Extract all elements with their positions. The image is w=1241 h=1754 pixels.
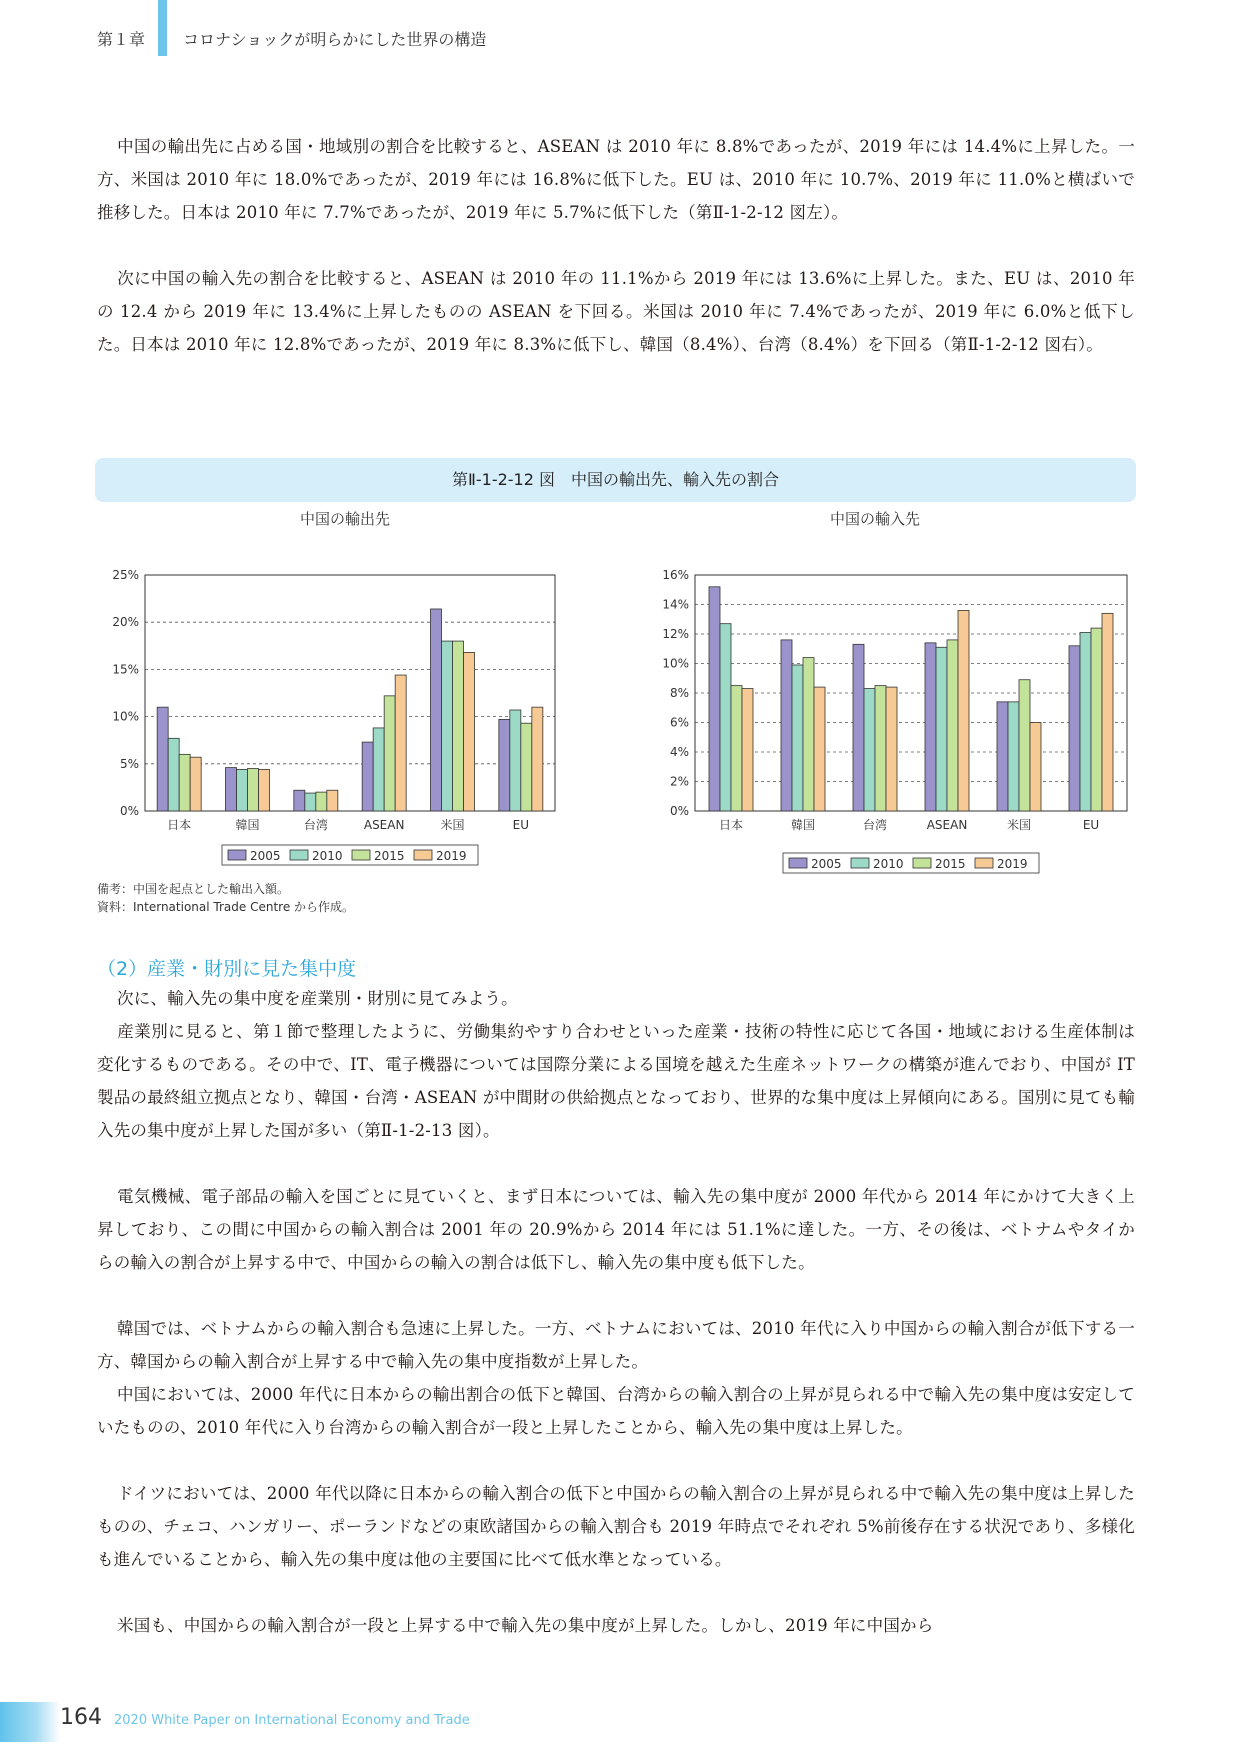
import-chart [640,555,1140,875]
x-tick-label: 日本 [718,818,744,832]
bar [362,742,373,811]
legend-label: 2005 [250,849,281,863]
paragraph: 電気機械、電子部品の輸入を国ごとに見ていくと、まず日本については、輸入先の集中度が 2000 年代から 2014 年にかけて大きく上昇しており、この間に中国からの輸入割合は 2001 年の 20.9%から 2014 年には 51.1%に達した。一方、その後は、ベトナムやタイからの輸入の割合が上昇する中で、中国からの輸入の割合は低下し、輸入先の集中度も低下した。 [97,1187,1135,1272]
x-tick-label: 台湾 [862,818,888,832]
y-tick-label: 10% [112,709,139,724]
footer-accent [0,1702,60,1742]
y-tick-label: 0% [669,804,689,818]
header-accent-bar [158,0,167,56]
chart-title-export: 中国の輸出先 [300,510,391,528]
bar [925,643,936,811]
section-heading: （2）産業・財別に見た集中度 [97,958,357,980]
bar [521,723,532,811]
paragraph: 米国も、中国からの輸入割合が一段と上昇する中で輸入先の集中度が上昇した。しかし、2019 年に中国から [117,1616,934,1635]
bar [1080,633,1091,811]
bar [1008,702,1019,811]
bar [373,728,384,811]
paragraph: 次に中国の輸入先の割合を比較すると、ASEAN は 2010 年の 11.1%から 2019 年には 13.6%に上昇した。また、EU は、2010 年の 12.4 から 2019 年に 13.4%に上昇したものの ASEAN を下回る。米国は 2010 年に 7.4%であったが、2019 年に 6.0%と低下した。日本は 2010 年に 12.8%であったが、2019 年に 8.3%に低下し、韓国（8.4%）、台湾（8.4%）を下回る（第Ⅱ-1-2-12 図右）。 [97,269,1135,354]
x-tick-label: 韓国 [790,818,816,832]
bar [792,665,803,811]
bar [936,647,947,811]
bar [179,754,190,811]
y-tick-label: 10% [662,656,689,671]
bar [316,792,327,811]
paragraph: 産業別に見ると、第１節で整理したように、労働集約やすり合わせといった産業・技術の特性に応じて各国・地域における生産体制は変化するものである。その中で、IT、電子機器については国際分業による国境を越えた生産ネットワークの構築が進んでおり、中国が IT 製品の最終組立拠点となり、韓国・台湾・ASEAN が中間財の供給拠点となっており、世界的な集中度は上昇傾向にある。国別に見ても輸入先の集中度が上昇した国が多い（第Ⅱ-1-2-13 図）。 [97,1022,1135,1140]
footer-publication: 2020 White Paper on International Economy and Trade [114,1713,470,1728]
bar [781,640,792,811]
bar [248,769,259,811]
x-tick-label: 台湾 [303,818,328,832]
legend-swatch [414,850,432,860]
y-tick-label: 16% [662,568,689,582]
y-tick-label: 6% [669,715,689,730]
bar [803,658,814,811]
x-tick-label: 米国 [440,818,465,832]
bar [157,707,168,811]
bar [1019,680,1030,811]
paragraph: ドイツにおいては、2000 年代以降に日本からの輸入割合の低下と中国からの輸入割合の上昇が見られる中で輸入先の集中度は上昇したものの、チェコ、ハンガリー、ポーランドなどの東欧諸国からの輸入割合も 2019 年時点でそれぞれ 5%前後存在する状況であり、多様化も進んでいることから、輸入先の集中度は他の主要国に比べて低水準となっている。 [97,1484,1135,1569]
bar [453,641,464,811]
bar [510,710,521,811]
bar [384,696,395,811]
note-source: 資料：International Trade Centre から作成。 [97,900,355,914]
bar [259,769,270,811]
legend-swatch [290,850,308,860]
y-tick-label: 5% [119,756,139,771]
page-header [0,0,1241,80]
bar [1069,646,1080,811]
bar [853,644,864,811]
bar [864,689,875,811]
x-tick-label: ASEAN [363,818,405,832]
x-tick-label: EU [512,818,530,832]
y-tick-label: 25% [112,568,139,582]
y-tick-label: 0% [119,804,139,818]
paragraph: 韓国では、ベトナムからの輸入割合も急速に上昇した。一方、ベトナムにおいては、2010 年代に入り中国からの輸入割合が低下する一方、韓国からの輸入割合が上昇する中で輸入先の集中度指数が上昇した。 [97,1319,1135,1371]
bar [226,768,237,811]
figure-title-bar [95,458,1136,502]
chapter-label: 第１章 [97,30,146,49]
legend-label: 2019 [997,857,1028,871]
figure-notes [97,880,354,916]
bar [1030,723,1041,812]
bar [875,686,886,811]
legend-label: 2010 [312,849,343,863]
bar [464,652,475,811]
legend-swatch [352,850,370,860]
bar [431,609,442,811]
bar [499,719,510,811]
paragraph: 次に、輸入先の集中度を産業別・財別に見てみよう。 [117,989,518,1008]
bar [709,587,720,811]
legend-swatch [228,850,246,860]
bar [395,675,406,811]
export-chart [95,555,565,875]
legend-swatch [975,858,993,868]
x-tick-label: 米国 [1006,818,1032,832]
bar [442,641,453,811]
bar [532,707,543,811]
bar [997,702,1008,811]
bar [958,610,969,811]
bar [1091,628,1102,811]
bar [742,689,753,811]
bar [190,757,201,811]
legend-swatch [851,858,869,868]
paragraph: 中国の輸出先に占める国・地域別の割合を比較すると、ASEAN は 2010 年に 8.8%であったが、2019 年には 14.4%に上昇した。一方、米国は 2010 年に 18.0%であったが、2019 年には 16.8%に低下した。EU は、2010 年に 10.7%、2019 年に 11.0%と横ばいで推移した。日本は 2010 年に 7.7%であったが、2019 年に 5.7%に低下した（第Ⅱ-1-2-12 図左）。 [97,137,1135,222]
y-tick-label: 15% [112,662,139,677]
bar [168,738,179,811]
bar [886,687,897,811]
y-tick-label: 12% [662,627,689,641]
y-tick-label: 4% [669,745,689,759]
y-tick-label: 20% [112,615,139,630]
legend-label: 2015 [374,849,405,863]
x-tick-label: 日本 [167,818,192,832]
legend-label: 2005 [811,857,842,871]
note-remark: 備考：中国を起点とした輸出入額。 [97,882,290,896]
bar [720,624,731,811]
paragraph: 中国においては、2000 年代に日本からの輸出割合の低下と韓国、台湾からの輸入割合の上昇が見られる中で輸入先の集中度は安定していたものの、2010 年代に入り台湾からの輸入割合が一段と上昇したことから、輸入先の集中度は上昇した。 [97,1385,1135,1437]
legend-label: 2015 [935,857,966,871]
figure-title: 第Ⅱ-1-2-12 図 中国の輸出先、輸入先の割合 [451,470,779,489]
x-tick-label: ASEAN [926,818,968,832]
legend-label: 2010 [873,857,904,871]
bar [294,790,305,811]
bar [1102,613,1113,811]
chart-title-import: 中国の輸入先 [830,510,921,528]
y-tick-label: 14% [662,597,689,612]
x-tick-label: EU [1082,818,1100,832]
legend-label: 2019 [436,849,467,863]
plot-frame [145,575,555,811]
bar [237,769,248,811]
chapter-title: コロナショックが明らかにした世界の構造 [183,30,487,49]
bar [947,640,958,811]
legend-swatch [913,858,931,868]
x-tick-label: 韓国 [235,818,260,832]
bar [327,790,338,811]
bar [305,793,316,811]
y-tick-label: 8% [669,686,689,700]
y-tick-label: 2% [669,774,689,789]
bar [731,686,742,811]
legend-swatch [789,858,807,868]
bar [814,687,825,811]
page-number: 164 [60,1705,102,1730]
